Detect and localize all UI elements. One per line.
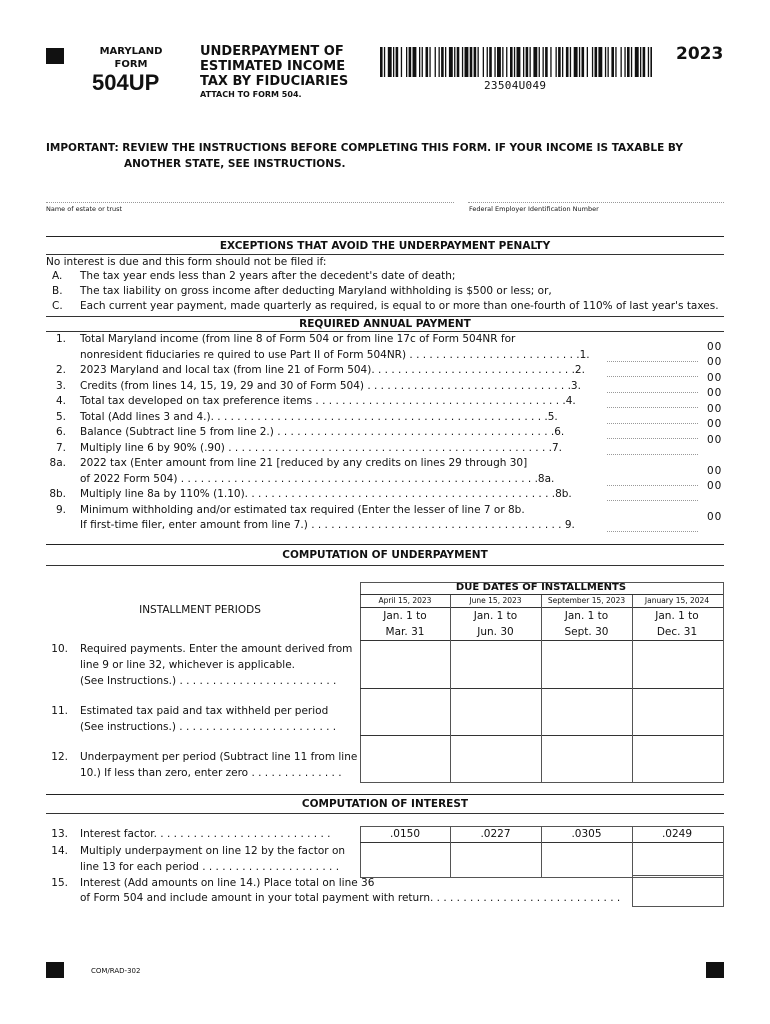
barcode-bar (497, 47, 501, 77)
barcode-bar (517, 47, 521, 77)
line11-period-cell[interactable] (633, 689, 721, 734)
period-from: Jan. 1 to (473, 610, 518, 622)
line12-period-cell[interactable] (633, 736, 721, 781)
barcode-bar (635, 47, 639, 77)
line-text: line 9 or line 32, whichever is applicable. (80, 659, 295, 671)
amount-field[interactable] (607, 376, 698, 377)
cents-zero: 00 (707, 371, 723, 384)
barcode-bar (483, 47, 484, 77)
tax-year: 2023 (676, 44, 724, 64)
barcode-bar (558, 47, 561, 77)
amount-field[interactable] (607, 454, 698, 455)
exception-text: The tax year ends less than 2 years after the decedent's date of death; (80, 270, 456, 282)
line-text: Interest (Add amounts on line 14.) Place total on line 36 (80, 877, 375, 889)
period-from: Jan. 1 to (564, 610, 609, 622)
line-number: 9. (55, 503, 66, 516)
important-notice (46, 140, 683, 172)
barcode-bar (502, 47, 503, 77)
barcode-bar (465, 47, 469, 77)
line11-period-cell[interactable] (542, 689, 631, 734)
barcode-bar (582, 47, 585, 77)
line-text: Minimum withholding and/or estimated tax required (Enter the lesser of line 7 or 8b. (80, 503, 525, 516)
computation-title: COMPUTATION OF UNDERPAYMENT (282, 549, 488, 561)
barcode-bar (426, 47, 429, 77)
interest-factor: .0305 (571, 828, 602, 840)
cents-zero: 00 (707, 464, 723, 477)
barcode-bar (445, 47, 446, 77)
interest-top-rule (46, 794, 724, 795)
line-text: Multiply line 8a by 110% (1.10). . . . . . . . . . . . . . . . . . . . . . . . . . . . . . . . . . . . . . . . . . . . . . .8b. (80, 488, 572, 500)
line-text: 2022 tax (Enter amount from line 21 [reduced by any credits on lines 29 through 30] (80, 457, 528, 469)
due-date: January 15, 2024 (644, 596, 710, 605)
line-text: If first-time filer, enter amount from line 7.) . . . . . . . . . . . . . . . . . . . . . . . . . . . . . . . . . . . . . . 9. (80, 519, 575, 531)
barcode-bar (611, 47, 614, 77)
barcode-bar (393, 47, 394, 77)
barcode-bar (556, 47, 557, 77)
barcode-bar (396, 47, 399, 77)
barcode-bar (648, 47, 649, 77)
exceptions-top-rule (46, 236, 724, 237)
barcode-bar (533, 47, 537, 77)
registration-mark-bottom-right (706, 962, 724, 978)
form-title (200, 44, 348, 89)
barcode-bar (510, 47, 513, 77)
amount-field[interactable] (607, 361, 698, 362)
barcode-bar (470, 47, 473, 77)
barcode-text: 23504U049 (484, 79, 547, 92)
barcode-bar (566, 47, 569, 77)
barcode-bar (615, 47, 616, 77)
period-to: Jun. 30 (477, 626, 514, 638)
due-date: June 15, 2023 (469, 596, 522, 605)
line-number: 12. (51, 751, 68, 763)
line-text: Estimated tax paid and tax withheld per period (80, 705, 329, 717)
fein-label: Federal Employer Identification Number (469, 205, 599, 213)
line-number: 7. (55, 441, 66, 454)
required-title: REQUIRED ANNUAL PAYMENT (299, 318, 471, 330)
barcode-bar (627, 47, 630, 77)
barcode-bar (523, 47, 524, 77)
registration-mark-bottom-left (46, 962, 64, 978)
required-rule (46, 331, 724, 332)
line-number: 13. (51, 828, 68, 840)
barcode-bar (388, 47, 392, 77)
barcode-bar (409, 47, 412, 77)
line-text: Required payments. Enter the amount derived from (80, 643, 353, 655)
line-text: nonresident fiduciaries re quired to use Part II of Form 504NR) . . . . . . . . . . . . . . . . . . . . . . . . . .1. (80, 348, 590, 361)
barcode-bar (587, 47, 588, 77)
barcode-bar (422, 47, 423, 77)
cents-zero: 00 (707, 402, 723, 415)
barcode-bar (514, 47, 515, 77)
period-to: Sept. 30 (564, 626, 609, 638)
line-text: (See Instructions.) . . . . . . . . . . . . . . . . . . . . . . . . (80, 675, 337, 687)
line10-period-cell[interactable] (633, 641, 721, 687)
period-to: Mar. 31 (385, 626, 425, 638)
cents-zero: 00 (707, 340, 723, 353)
barcode-bar (413, 47, 417, 77)
line-text: 2023 Maryland and local tax (from line 21 of Form 504). . . . . . . . . . . . . . . . . . . . . . . . . . . . . . .2. (80, 364, 585, 376)
line-text: Interest factor. . . . . . . . . . . . . . . . . . . . . . . . . . . (80, 828, 331, 840)
name-field[interactable] (46, 202, 454, 203)
line-text: (See instructions.) . . . . . . . . . . . . . . . . . . . . . . . . (80, 721, 337, 733)
line-text: Total Maryland income (from line 8 of Form 504 or from line 17c of Form 504NR for (80, 333, 516, 345)
line-text: 10.) If less than zero, enter zero . . . . . . . . . . . . . . (80, 767, 342, 779)
barcode-bar (435, 47, 436, 77)
barcode-bar (441, 47, 444, 77)
barcode-bar (526, 47, 529, 77)
barcode-bar (550, 47, 551, 77)
period-to: Dec. 31 (656, 626, 698, 638)
line10-period-cell[interactable] (361, 641, 449, 687)
barcode-bar (454, 47, 455, 77)
line14-period-cell[interactable] (542, 843, 631, 875)
line-number: 11. (51, 705, 68, 717)
interest-rule (46, 813, 724, 814)
barcode-bar (539, 47, 540, 77)
barcode-bar (545, 47, 548, 77)
barcode-bar (462, 47, 463, 77)
barcode-bar (562, 47, 563, 77)
line-text: Multiply line 6 by 90% (.90) . . . . . . . . . . . . . . . . . . . . . . . . . . . . . . . . . . . . . . . . . . . . . . . . .7. (80, 441, 562, 454)
barcode-bar (605, 47, 606, 77)
barcode-bar (380, 47, 383, 77)
barcode-bar (429, 47, 430, 77)
form-code: COM/RAD-302 (91, 967, 141, 975)
title-line-3: TAX BY FIDUCIARIES (200, 74, 349, 89)
barcode-bar (489, 47, 492, 77)
exception-letter: B. (52, 285, 63, 297)
line14-period-cell[interactable] (361, 843, 449, 875)
barcode-bar (592, 47, 593, 77)
name-label: Name of estate or trust (46, 205, 123, 213)
barcode-bar (384, 47, 385, 77)
barcode-bar (631, 47, 632, 77)
form-word: FORM (114, 59, 148, 70)
fein-field[interactable] (468, 202, 724, 203)
title-line-1: UNDERPAYMENT OF (200, 44, 344, 59)
line-text: Multiply underpayment on line 12 by the factor on (80, 845, 346, 857)
barcode-bar (439, 47, 440, 77)
line-number: 8a. (49, 457, 66, 469)
barcode-bar (478, 47, 479, 77)
line14-period-cell[interactable] (633, 843, 721, 875)
barcode-bar (621, 47, 622, 77)
barcode-bar (574, 47, 578, 77)
barcode-bar (595, 47, 598, 77)
amount-field[interactable] (607, 392, 698, 393)
exception-letter: A. (52, 270, 63, 282)
line-number: 14. (51, 845, 68, 857)
barcode-bar (506, 47, 507, 77)
barcode-bar (624, 47, 625, 77)
line-text: line 13 for each period . . . . . . . . . . . . . . . . . . . . . (80, 861, 340, 873)
period-from: Jan. 1 to (655, 610, 699, 622)
form-state-label (96, 45, 166, 71)
line-text: Underpayment per period (Subtract line 11 from line (80, 751, 358, 763)
period-from: Jan. 1 to (383, 610, 427, 622)
amount-field[interactable] (607, 407, 698, 408)
line-number: 1. (55, 333, 66, 345)
exception-text: Each current year payment, made quarterly as required, is equal to or more than one-fourth of 110% of last year's taxes. (80, 300, 719, 312)
due-date: April 15, 2023 (378, 596, 432, 605)
line12-period-cell[interactable] (451, 736, 540, 781)
line10-period-cell[interactable] (542, 641, 631, 687)
important-line-1: IMPORTANT: REVIEW THE INSTRUCTIONS BEFORE COMPLETING THIS FORM. IF YOUR INCOME IS TAXABLE BY (46, 142, 683, 154)
line-text: Credits (from lines 14, 15, 19, 29 and 30 of Form 504) . . . . . . . . . . . . . . . . . . . . . . . . . . . . . . .3. (80, 379, 581, 392)
due-date: September 15, 2023 (547, 596, 626, 605)
due-dates-title: DUE DATES OF INSTALLMENTS (455, 582, 627, 593)
registration-mark-top-left (46, 48, 64, 64)
line12-period-cell[interactable] (361, 736, 449, 781)
amount-field[interactable] (607, 531, 698, 532)
interest-title: COMPUTATION OF INTEREST (301, 798, 469, 810)
barcode-bar (419, 47, 420, 77)
barcode (380, 47, 652, 77)
amount-field[interactable] (607, 423, 698, 424)
barcode-bar (650, 47, 652, 77)
line-text: Total tax developed on tax preference items . . . . . . . . . . . . . . . . . . . . . . . . . . . . . . . . . . . . . .4. (80, 395, 576, 407)
barcode-bar (406, 47, 407, 77)
barcode-bar (570, 47, 571, 77)
line-number: 3. (55, 379, 66, 392)
important-line-2: ANOTHER STATE, SEE INSTRUCTIONS. (124, 158, 346, 170)
barcode-bar (608, 47, 609, 77)
line-text: of 2022 Form 504) . . . . . . . . . . . . . . . . . . . . . . . . . . . . . . . . . . . . . . . . . . . . . . . . . . . . . .8a. (80, 472, 555, 485)
line12-period-cell[interactable] (542, 736, 631, 781)
line-text: of Form 504 and include amount in your total payment with return. . . . . . . . . . . . . . . . . . . . . . . . . . . . . (80, 892, 621, 904)
line10-period-cell[interactable] (451, 641, 540, 687)
cents-zero: 00 (707, 433, 723, 446)
attach-note: ATTACH TO FORM 504. (200, 90, 302, 99)
form-number: 504UP (92, 70, 160, 95)
required-top-rule (46, 316, 724, 317)
cents-zero: 00 (707, 480, 723, 492)
line-number: 10. (51, 643, 68, 655)
line-text: Total (Add lines 3 and 4.). . . . . . . . . . . . . . . . . . . . . . . . . . . . . . . . . . . . . . . . . . . . . . . . . . .5. (80, 410, 558, 423)
line11-period-cell[interactable] (361, 689, 449, 734)
barcode-bar (401, 47, 402, 77)
installment-periods-label: INSTALLMENT PERIODS (139, 604, 261, 616)
barcode-bar (494, 47, 495, 77)
exceptions-title: EXCEPTIONS THAT AVOID THE UNDERPAYMENT PENALTY (219, 240, 551, 252)
cents-zero: 00 (707, 356, 723, 368)
computation-rule (46, 565, 724, 566)
state-name: MARYLAND (99, 46, 163, 57)
exceptions-intro: No interest is due and this form should not be filed if: (46, 256, 327, 268)
barcode-bar (543, 47, 544, 77)
line-number: 15. (51, 877, 68, 889)
amount-field[interactable] (607, 485, 698, 486)
interest-factor: .0227 (480, 828, 511, 840)
line14-period-cell[interactable] (451, 843, 540, 875)
computation-top-rule (46, 544, 724, 545)
line-number: 4. (55, 395, 66, 407)
barcode-bar (579, 47, 580, 77)
interest-factor: .0150 (389, 828, 421, 840)
exception-letter: C. (52, 300, 63, 312)
line-number: 5. (55, 410, 66, 423)
line-number: 8b. (49, 488, 66, 500)
barcode-bar (487, 47, 488, 77)
line11-period-cell[interactable] (451, 689, 540, 734)
amount-field[interactable] (607, 438, 698, 439)
barcode-bar (474, 47, 477, 77)
cents-zero: 00 (707, 387, 723, 399)
cents-zero: 00 (707, 418, 723, 430)
barcode-bar (643, 47, 646, 77)
line15-total-box[interactable] (632, 875, 724, 907)
barcode-bar (457, 47, 460, 77)
barcode-bar (530, 47, 531, 77)
title-line-2: ESTIMATED INCOME (200, 59, 346, 74)
cents-zero: 00 (707, 511, 723, 523)
line-number: 6. (55, 426, 66, 438)
barcode-bar (449, 47, 453, 77)
barcode-bar (598, 47, 602, 77)
barcode-bar (640, 47, 641, 77)
line-text: Balance (Subtract line 5 from line 2.) . . . . . . . . . . . . . . . . . . . . . . . . . . . . . . . . . . . . . . . . . .6. (80, 426, 565, 438)
interest-factor: .0249 (661, 828, 693, 840)
amount-field[interactable] (607, 500, 698, 501)
line-number: 2. (55, 364, 66, 376)
exception-text: The tax liability on gross income after deducting Maryland withholding is $500 or less; or, (80, 285, 552, 297)
